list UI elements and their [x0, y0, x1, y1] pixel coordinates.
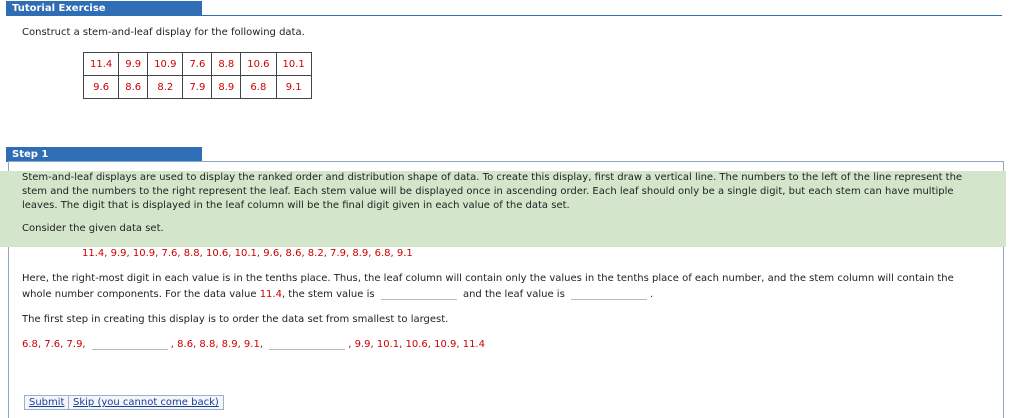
data-cell: 10.6 [241, 53, 276, 76]
data-cell: 9.6 [84, 76, 119, 99]
consider-text: Consider the given data set. [22, 223, 164, 234]
leaf-value-input[interactable] [571, 288, 647, 300]
data-cell: 10.1 [276, 53, 311, 76]
ordered-value-input-2[interactable] [269, 338, 345, 350]
dataset-values: 11.4, 9.9, 10.9, 7.6, 8.8, 10.6, 10.1, 9.6, 8.6, 8.2, 7.9, 8.9, 6.8, 9.1 [82, 248, 413, 259]
header-rule [6, 15, 1002, 16]
step-intro: Stem-and-leaf displays are used to display the ranked order and distribution shape of data. To create this display, first draw a vertical line. The numbers to the left of the line represent the stem and the numbers to the right represent the leaf. Each stem value will be displayed once in ascending order. Each leaf should only be a single digit, but each stem can have multiple leaves. The digit that is displayed in the leaf column will be the final digit given in each value of the data set. [22, 172, 963, 211]
stem-value-input[interactable] [381, 288, 457, 300]
explanation-text: and the leaf value is [462, 289, 565, 300]
table-row [84, 53, 312, 76]
data-cell: 8.9 [212, 76, 241, 99]
explanation-text: . [649, 289, 654, 300]
data-cell: 7.9 [183, 76, 212, 99]
data-cell: 10.9 [148, 53, 183, 76]
order-instruction: The first step in creating this display is to order the data set from smallest to largest. [22, 314, 449, 325]
ordered-values-part2: , 8.6, 8.8, 8.9, 9.1, [170, 339, 264, 350]
example-value: 11.4 [259, 289, 282, 300]
data-cell: 6.8 [241, 76, 276, 99]
ordered-data-row [22, 338, 1002, 352]
ordered-values-part3: , 9.9, 10.1, 10.6, 10.9, 11.4 [348, 339, 485, 350]
explanation-text: whole number components. For the data value [22, 289, 260, 300]
table-row [84, 76, 312, 99]
skip-button[interactable]: Skip (you cannot come back) [68, 395, 224, 410]
data-cell: 7.6 [183, 53, 212, 76]
ordered-values-part1: 6.8, 7.6, 7.9, [22, 339, 86, 350]
explanation-text: , the stem value is [281, 289, 375, 300]
data-cell: 8.6 [119, 76, 148, 99]
explanation-line1: Here, the right-most digit in each value is in the tenths place. Thus, the leaf column will contain only the values in the tenths place of each number, and the stem column will contain the [22, 273, 954, 284]
submit-button[interactable]: Submit [24, 395, 69, 410]
data-table [83, 52, 312, 99]
data-cell: 11.4 [84, 53, 119, 76]
exercise-prompt: Construct a stem-and-leaf display for the following data. [22, 27, 305, 38]
step-header [6, 147, 202, 162]
data-cell: 9.9 [119, 53, 148, 76]
data-cell: 8.8 [212, 53, 241, 76]
data-cell: 9.1 [276, 76, 311, 99]
tutorial-title: Tutorial Exercise [12, 3, 106, 14]
data-cell: 8.2 [148, 76, 183, 99]
ordered-value-input-1[interactable] [92, 338, 168, 350]
step-label: Step 1 [12, 149, 49, 160]
explanation-line2 [22, 288, 1002, 302]
tutorial-header [6, 1, 202, 16]
